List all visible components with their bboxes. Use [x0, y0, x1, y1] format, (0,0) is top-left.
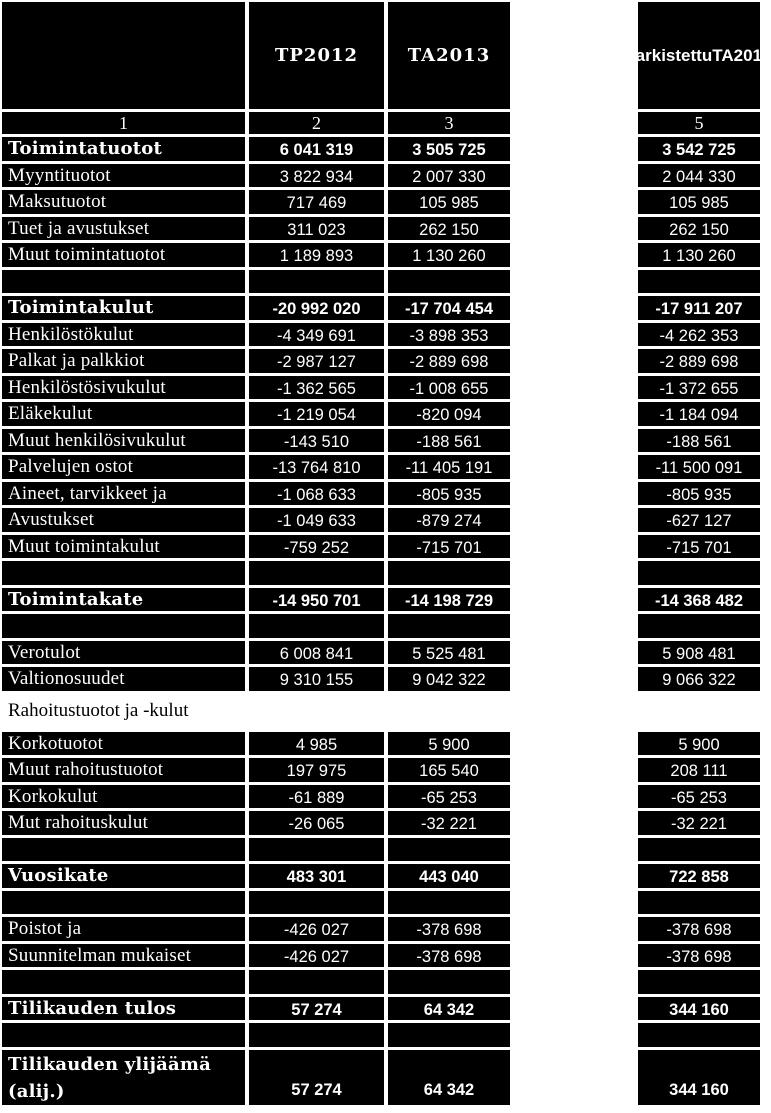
value-cell: 57 274 — [249, 1050, 384, 1105]
value-cell: 64 342 — [388, 997, 510, 1020]
value-cell: 5 525 481 — [388, 641, 510, 664]
row-label: Tilikauden tulos — [2, 997, 245, 1020]
row-label: Muut henkilösivukulut — [2, 429, 245, 452]
value-cell: 483 301 — [249, 864, 384, 888]
row-label: Toimintakulut — [2, 296, 245, 320]
column-number-1: 1 — [2, 112, 245, 134]
value-cell: -820 094 — [388, 402, 510, 426]
value-cell — [388, 838, 510, 861]
value-cell: -426 027 — [249, 917, 384, 941]
value-cell — [388, 614, 510, 638]
value-cell: -14 950 701 — [249, 588, 384, 611]
row-label: Palvelujen ostot — [2, 455, 245, 479]
row-label: Korkokulut — [2, 785, 245, 808]
value-cell: 1 189 893 — [249, 243, 384, 267]
value-cell: 57 274 — [249, 997, 384, 1020]
value-cell — [249, 561, 384, 585]
value-cell — [249, 891, 384, 914]
value-cell: 197 975 — [249, 758, 384, 782]
row-label: Myyntituotot — [2, 164, 245, 187]
value-cell: -1 184 094 — [638, 402, 760, 426]
value-cell: -65 253 — [388, 785, 510, 808]
value-cell: -26 065 — [249, 811, 384, 835]
value-cell — [388, 270, 510, 293]
row-label: Suunnitelman mukaiset — [2, 944, 245, 967]
value-cell: 2 044 330 — [638, 164, 760, 187]
value-cell: 722 858 — [638, 864, 760, 888]
value-cell: -11 405 191 — [388, 455, 510, 479]
header-ta2013: TA2013 — [388, 2, 510, 109]
value-cell: -805 935 — [388, 482, 510, 505]
value-cell: -188 561 — [388, 429, 510, 452]
value-cell: -759 252 — [249, 535, 384, 558]
value-cell: -1 068 633 — [249, 482, 384, 505]
header-tarkistettu-line1: Tarkistettu — [626, 45, 713, 65]
row-label — [2, 1050, 245, 1105]
value-cell: 344 160 — [638, 997, 760, 1020]
value-cell: 4 985 — [249, 732, 384, 755]
value-cell: 5 908 481 — [638, 641, 760, 664]
row-label — [2, 891, 245, 914]
value-cell: 443 040 — [388, 864, 510, 888]
value-cell: -4 262 353 — [638, 323, 760, 346]
row-label: Tuet ja avustukset — [2, 217, 245, 240]
value-cell: -715 701 — [388, 535, 510, 558]
value-cell: -65 253 — [638, 785, 760, 808]
row-label: Henkilöstökulut — [2, 323, 245, 346]
row-label-line1: Tilikauden ylijäämä — [8, 1054, 212, 1075]
row-label: Muut toimintakulut — [2, 535, 245, 558]
value-cell: -1 362 565 — [249, 376, 384, 399]
row-label: Muut rahoitustuotot — [2, 758, 245, 782]
row-label — [2, 561, 245, 585]
value-cell: 3 505 725 — [388, 137, 510, 161]
section-label-rahoitus: Rahoitustuotot ja -kulut — [8, 700, 189, 721]
value-cell: -378 698 — [638, 917, 760, 941]
value-cell — [249, 970, 384, 994]
row-label: Mut rahoituskulut — [2, 811, 245, 835]
row-label: Toimintakate — [2, 588, 245, 611]
header-tarkistettu-ta2013 — [626, 2, 771, 109]
column-number-2: 2 — [249, 112, 384, 134]
row-label — [2, 614, 245, 638]
value-cell: 9 042 322 — [388, 667, 510, 691]
value-cell: -627 127 — [638, 508, 760, 532]
value-cell — [249, 270, 384, 293]
value-cell: -378 698 — [388, 917, 510, 941]
header-blank-cell — [2, 2, 245, 109]
row-label: Poistot ja — [2, 917, 245, 941]
value-cell: -2 889 698 — [638, 349, 760, 373]
value-cell: -1 372 655 — [638, 376, 760, 399]
value-cell: 3 822 934 — [249, 164, 384, 187]
value-cell: 208 111 — [638, 758, 760, 782]
value-cell: -143 510 — [249, 429, 384, 452]
row-label: Maksutuotot — [2, 190, 245, 214]
row-label — [2, 270, 245, 293]
header-tarkistettu-line2: TA2013 — [712, 45, 771, 65]
row-label: Valtionosuudet — [2, 667, 245, 691]
value-cell — [638, 614, 760, 638]
value-cell: -188 561 — [638, 429, 760, 452]
value-cell — [388, 970, 510, 994]
row-label: Vuosikate — [2, 864, 245, 888]
value-cell — [638, 891, 760, 914]
value-cell: 5 900 — [388, 732, 510, 755]
value-cell: -17 704 454 — [388, 296, 510, 320]
value-cell: 105 985 — [388, 190, 510, 214]
value-cell: -715 701 — [638, 535, 760, 558]
value-cell: -426 027 — [249, 944, 384, 967]
value-cell — [638, 270, 760, 293]
column-number-3: 3 — [388, 112, 510, 134]
value-cell: 2 007 330 — [388, 164, 510, 187]
value-cell: -32 221 — [388, 811, 510, 835]
column-number-5: 5 — [638, 112, 760, 134]
value-cell: 6 041 319 — [249, 137, 384, 161]
value-cell: -879 274 — [388, 508, 510, 532]
value-cell: 165 540 — [388, 758, 510, 782]
row-label: Verotulot — [2, 641, 245, 664]
value-cell: -17 911 207 — [638, 296, 760, 320]
value-cell: -14 198 729 — [388, 588, 510, 611]
row-label: Korkotuotot — [2, 732, 245, 755]
row-label: Aineet, tarvikkeet ja — [2, 482, 245, 505]
value-cell — [638, 970, 760, 994]
row-label: Muut toimintatuotot — [2, 243, 245, 267]
value-cell: -20 992 020 — [249, 296, 384, 320]
value-cell: 1 130 260 — [388, 243, 510, 267]
value-cell: 717 469 — [249, 190, 384, 214]
value-cell: 1 130 260 — [638, 243, 760, 267]
value-cell: 344 160 — [638, 1050, 760, 1105]
value-cell: 5 900 — [638, 732, 760, 755]
row-label: Palkat ja palkkiot — [2, 349, 245, 373]
value-cell: -1 049 633 — [249, 508, 384, 532]
value-cell: -1 219 054 — [249, 402, 384, 426]
value-cell: 105 985 — [638, 190, 760, 214]
value-cell — [249, 1023, 384, 1047]
value-cell: -4 349 691 — [249, 323, 384, 346]
value-cell — [638, 561, 760, 585]
value-cell: -32 221 — [638, 811, 760, 835]
value-cell — [638, 838, 760, 861]
value-cell: -805 935 — [638, 482, 760, 505]
value-cell: 262 150 — [638, 217, 760, 240]
value-cell: -378 698 — [388, 944, 510, 967]
row-label: Henkilöstösivukulut — [2, 376, 245, 399]
value-cell: 262 150 — [388, 217, 510, 240]
value-cell: -2 987 127 — [249, 349, 384, 373]
value-cell — [388, 891, 510, 914]
value-cell: -1 008 655 — [388, 376, 510, 399]
row-label — [2, 970, 245, 994]
value-cell: -2 889 698 — [388, 349, 510, 373]
row-label — [2, 838, 245, 861]
value-cell — [388, 561, 510, 585]
value-cell: -11 500 091 — [638, 455, 760, 479]
row-label: Toimintatuotot — [2, 137, 245, 161]
header-tp2012: TP2012 — [249, 2, 384, 109]
value-cell — [388, 1023, 510, 1047]
value-cell: 6 008 841 — [249, 641, 384, 664]
value-cell: 311 023 — [249, 217, 384, 240]
row-label — [2, 1023, 245, 1047]
value-cell: 9 310 155 — [249, 667, 384, 691]
value-cell: -3 898 353 — [388, 323, 510, 346]
value-cell — [249, 614, 384, 638]
row-label-line2: (alij.) — [8, 1081, 65, 1102]
value-cell — [249, 838, 384, 861]
row-label: Avustukset — [2, 508, 245, 532]
value-cell — [638, 1023, 760, 1047]
value-cell: 3 542 725 — [638, 137, 760, 161]
value-cell: -13 764 810 — [249, 455, 384, 479]
value-cell: -61 889 — [249, 785, 384, 808]
row-label: Eläkekulut — [2, 402, 245, 426]
value-cell: 64 342 — [388, 1050, 510, 1105]
value-cell: -14 368 482 — [638, 588, 760, 611]
value-cell: 9 066 322 — [638, 667, 760, 691]
value-cell: -378 698 — [638, 944, 760, 967]
